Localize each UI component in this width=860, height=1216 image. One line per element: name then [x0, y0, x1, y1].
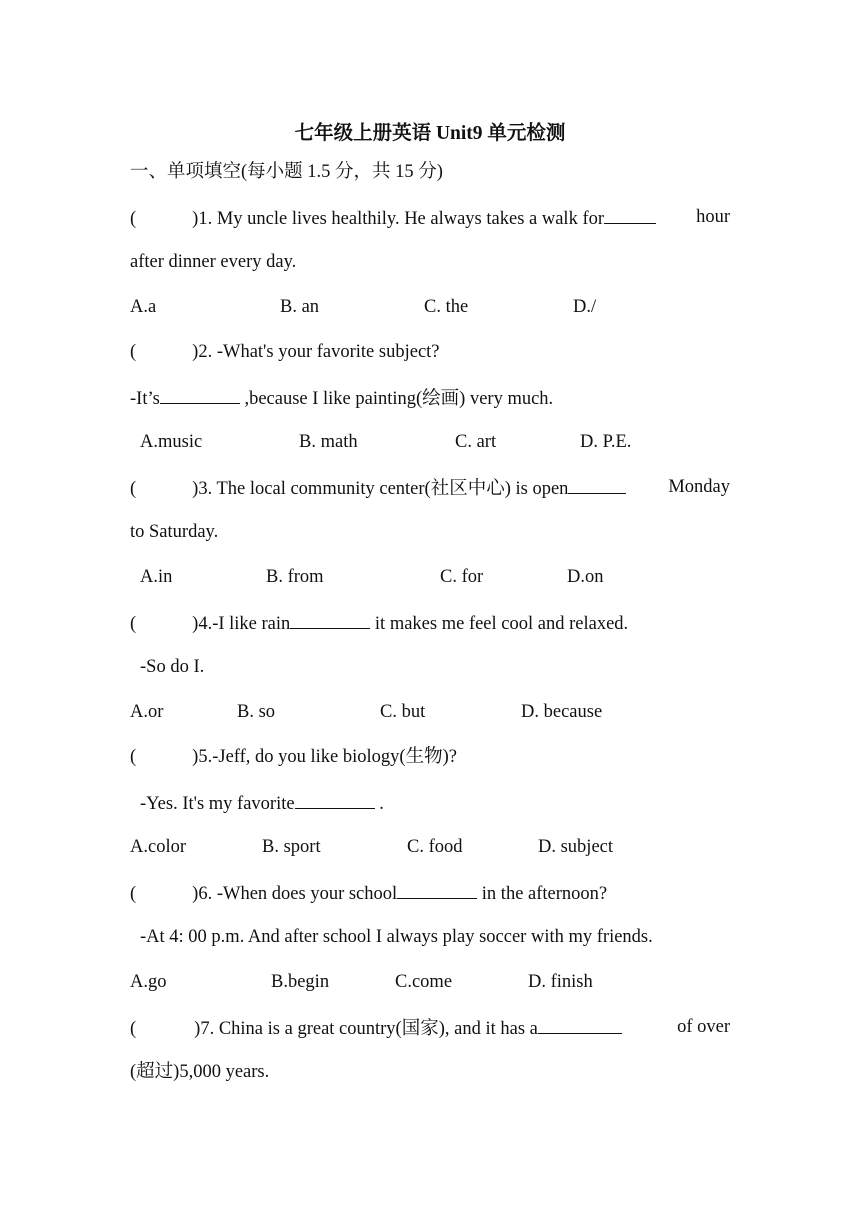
question-stem: )4.-I like rain [192, 614, 291, 634]
question-stem-cont: -At 4: 00 p.m. And after school I always play soccer with my friends. [140, 927, 653, 947]
answer-blank[interactable] [538, 1016, 622, 1034]
question-stem: )2. -What's your favorite subject? [192, 342, 440, 362]
option-b: B.begin [271, 972, 330, 992]
option-a: A.a [130, 297, 157, 317]
option-a: A.go [130, 972, 167, 992]
answer-paren: ( [130, 614, 137, 634]
question-stem-end: it makes me feel cool and relaxed. [370, 614, 629, 634]
option-c: C. but [380, 702, 426, 722]
option-b: B. so [237, 702, 276, 722]
question-stem-cont: to Saturday. [130, 522, 219, 542]
option-b: B. math [299, 432, 358, 452]
answer-blank[interactable] [604, 206, 656, 224]
answer-paren: ( [130, 209, 137, 229]
answer-paren: ( [130, 747, 137, 767]
question-stem-cont: (超过)5,000 years. [130, 1062, 270, 1082]
question-stem: )5.-Jeff, do you like biology(生物)? [192, 747, 457, 767]
option-a: A.in [140, 567, 173, 587]
answer-blank[interactable] [290, 611, 370, 629]
answer-blank[interactable] [160, 386, 240, 404]
question-stem: )3. The local community center(社区中心) is open [192, 479, 569, 499]
option-d: D./ [573, 297, 597, 317]
question-stem-end: . [374, 794, 384, 814]
question-stem-end: of over [672, 1017, 730, 1037]
answer-blank[interactable] [397, 881, 477, 899]
question-stem-end: Monday [668, 477, 730, 497]
option-a: A.music [140, 432, 203, 452]
question-stem-end: hour [696, 207, 730, 227]
question-stem-cont: -It’s [130, 389, 160, 409]
option-d: D. because [521, 702, 603, 722]
answer-paren: ( [130, 479, 137, 499]
option-c: C. for [440, 567, 484, 587]
page-title: 七年级上册英语 Unit9 单元检测 [294, 123, 566, 144]
answer-blank[interactable] [295, 791, 375, 809]
question-stem-end: in the afternoon? [477, 884, 608, 904]
answer-blank[interactable] [568, 476, 626, 494]
option-d: D. finish [528, 972, 593, 992]
option-b: B. sport [262, 837, 321, 857]
option-c: C. art [455, 432, 497, 452]
question-stem-cont: -So do I. [140, 657, 205, 677]
answer-paren: ( [130, 1019, 137, 1039]
answer-paren: ( [130, 342, 137, 362]
option-b: B. an [280, 297, 320, 317]
question-stem: )6. -When does your school [192, 884, 398, 904]
question-stem: )1. My uncle lives healthily. He always takes a walk for [192, 209, 605, 229]
option-c: C. food [407, 837, 463, 857]
option-c: C. the [424, 297, 469, 317]
option-d: D. P.E. [580, 432, 632, 452]
section-heading: 一、单项填空(每小题 1.5 分，共 15 分) [130, 162, 443, 182]
option-a: A.color [130, 837, 186, 857]
question-stem-cont: after dinner every day. [130, 252, 297, 272]
question-stem: )7. China is a great country(国家), and it has a [194, 1019, 538, 1039]
question-stem-cont: -Yes. It's my favorite [140, 794, 295, 814]
option-a: A.or [130, 702, 164, 722]
option-b: B. from [266, 567, 324, 587]
option-d: D.on [567, 567, 604, 587]
answer-paren: ( [130, 884, 137, 904]
question-stem-end: ,because I like painting(绘画) very much. [239, 389, 554, 409]
option-d: D. subject [538, 837, 614, 857]
option-c: C.come [395, 972, 453, 992]
